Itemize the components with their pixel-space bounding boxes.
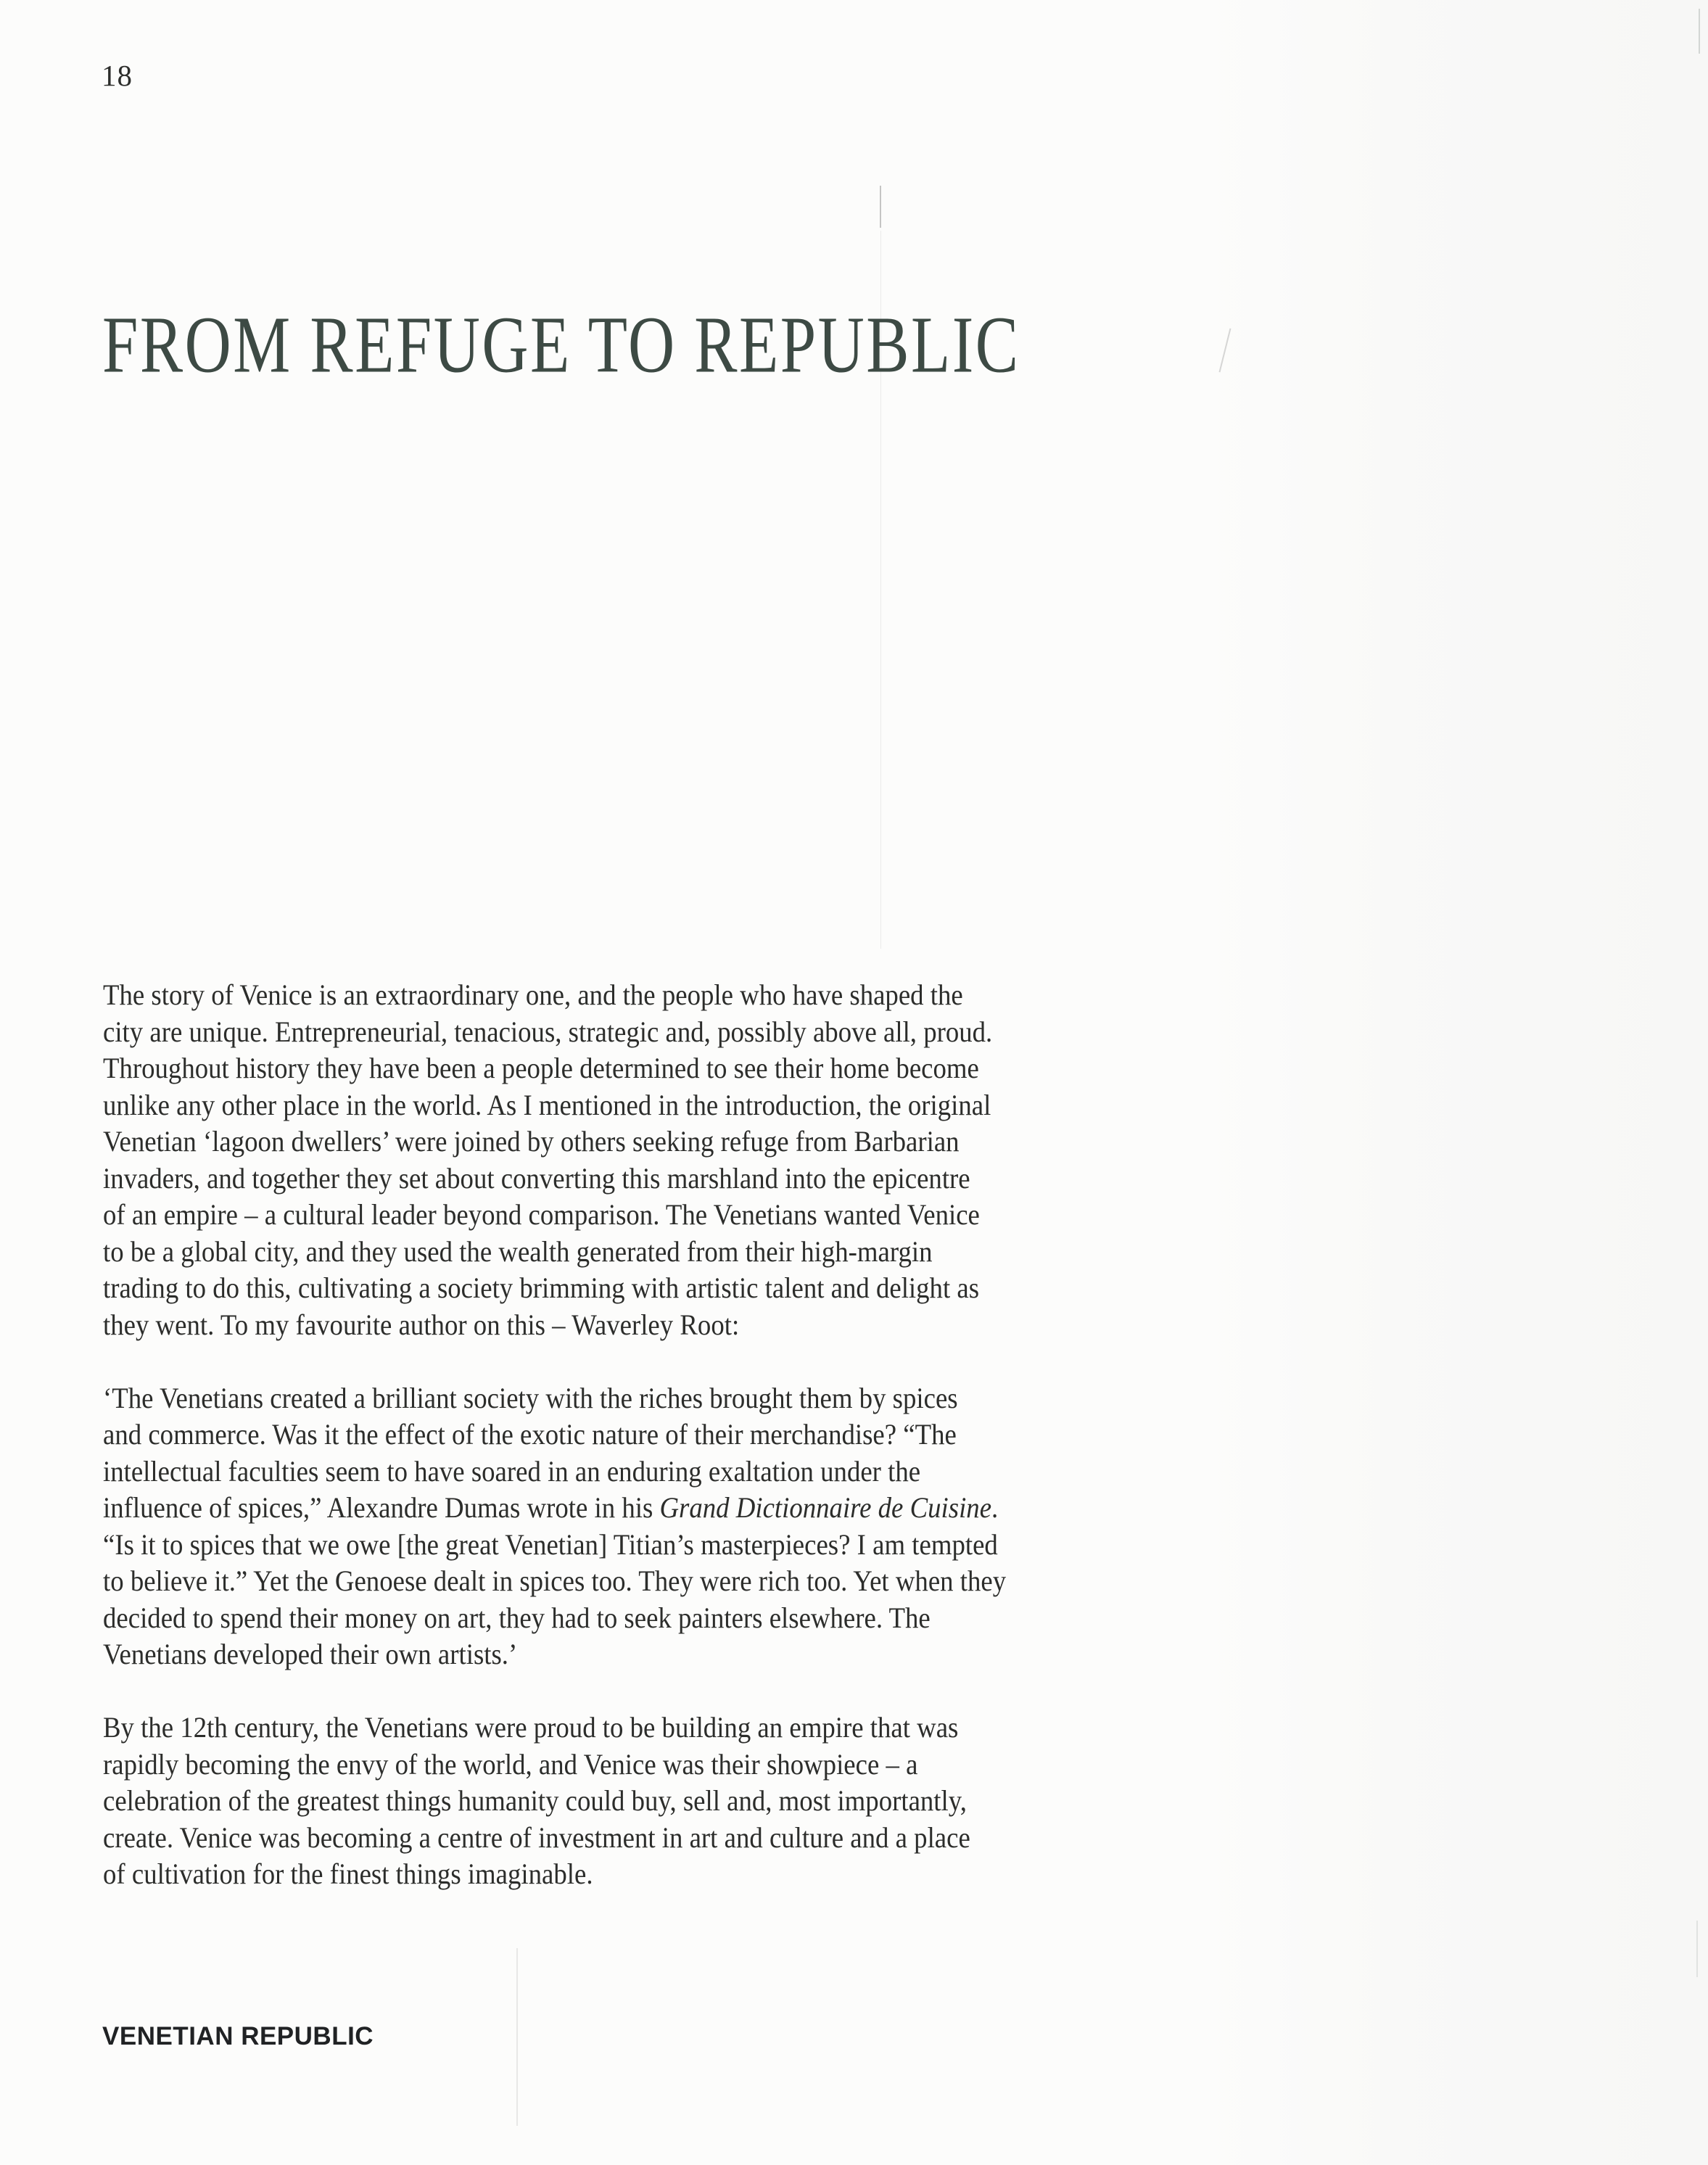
paragraph-closing <box>103 1710 1237 1893</box>
text-line: city are unique. Entrepreneurial, tenacious, strategic and, possibly above all, proud. <box>103 1015 993 1048</box>
paragraph-intro <box>103 977 1237 1343</box>
text-line: they went. To my favourite author on this – Waverley Root: <box>103 1308 740 1341</box>
text-line: to believe it.” Yet the Genoese dealt in spices too. They were rich too. Yet when they <box>103 1564 1007 1597</box>
text-line: rapidly becoming the envy of the world, and Venice was their showpiece – a <box>103 1747 918 1781</box>
text-line: of cultivation for the finest things imaginable. <box>103 1857 593 1890</box>
text-line: Venetian ‘lagoon dwellers’ were joined by others seeking refuge from Barbarian <box>103 1125 960 1158</box>
quote-italic-prefix: influence of spices,” Alexandre Dumas wrote in his <box>103 1491 660 1524</box>
text-line: invaders, and together they set about converting this marshland into the epicentre <box>103 1161 970 1195</box>
scan-mark <box>1696 1921 1698 1977</box>
text-line: celebration of the greatest things humanity could buy, sell and, most importantly, <box>103 1784 967 1817</box>
scan-crease-line <box>880 186 881 228</box>
chapter-title: FROM REFUGE TO REPUBLIC <box>102 300 1020 390</box>
page-number: 18 <box>102 59 133 92</box>
text-line: Throughout history they have been a people determined to see their home become <box>103 1052 979 1084</box>
text-line: By the 12th century, the Venetians were proud to be building an empire that was <box>103 1711 959 1744</box>
quote-lines-before <box>103 1380 1237 1490</box>
text-line: Venetians developed their own artists.’ <box>103 1638 518 1670</box>
text-line: trading to do this, cultivating a society brimming with artistic talent and delight as <box>103 1271 980 1304</box>
scan-mark <box>1699 9 1700 54</box>
text-line: “Is it to spices that we owe [the great Venetian] Titian’s masterpieces? I am tempted <box>103 1527 998 1561</box>
text-line: of an empire – a cultural leader beyond comparison. The Venetians wanted Venice <box>103 1198 980 1231</box>
scan-crease-line <box>516 1948 518 2126</box>
text-line: and commerce. Was it the effect of the exotic nature of their merchandise? “The <box>103 1418 957 1451</box>
running-footer: VENETIAN REPUBLIC <box>102 2022 374 2050</box>
scan-shading <box>1197 0 1708 2165</box>
quote-lines-after <box>103 1527 1237 1673</box>
text-line: ‘The Venetians created a brilliant society with the riches brought them by spices <box>103 1381 958 1414</box>
book-title-italic: Grand Dictionnaire de Cuisine <box>659 1491 992 1524</box>
text-line: decided to spend their money on art, they had to seek painters elsewhere. The <box>103 1601 931 1634</box>
text-line: unlike any other place in the world. As I mentioned in the introduction, the original <box>103 1088 991 1121</box>
text-line: create. Venice was becoming a centre of investment in art and culture and a place <box>103 1820 970 1854</box>
scan-mark <box>1219 329 1232 373</box>
text-line: intellectual faculties seem to have soared in an enduring exaltation under the <box>103 1454 921 1488</box>
paragraph-quote <box>103 1380 1237 1673</box>
quote-italic-suffix: . <box>991 1491 999 1524</box>
text-line: to be a global city, and they used the wealth generated from their high-margin <box>103 1234 933 1268</box>
text-line: The story of Venice is an extraordinary one, and the people who have shaped the <box>103 978 963 1011</box>
body-text <box>103 977 1237 1893</box>
text-line-with-italic <box>103 1490 1237 1527</box>
